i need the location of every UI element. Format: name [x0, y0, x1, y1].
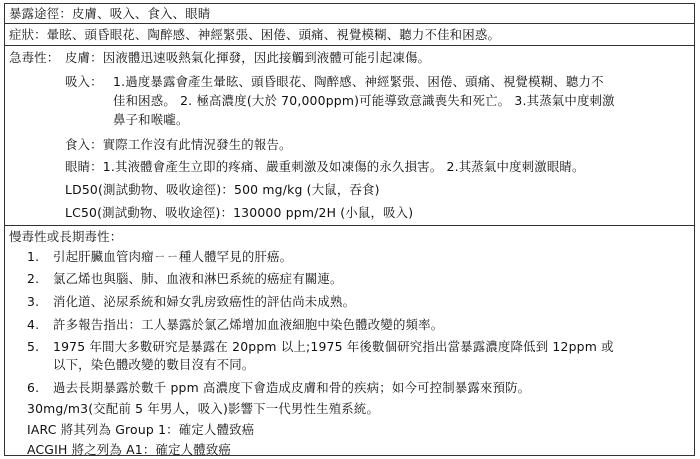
acgih-note: ACGIH 將之列為 A1：確定人體致癌	[27, 442, 232, 457]
chronic-toxicity-row	[5, 226, 694, 457]
acute-label: 急毒性：	[9, 50, 60, 65]
acute-eye-text: 眼睛：1.其液體會產生立即的疼痛、嚴重刺激及如凍傷的永久損害。 2.其蒸氣中度刺激眼睛。	[65, 159, 585, 174]
chronic-item-num: 6.	[27, 380, 40, 395]
acute-inhalation-line3: 鼻子和喉嚨。	[113, 112, 189, 127]
ld50-text: LD50(測試動物、吸收途徑)：500 mg/kg (大鼠，吞食)	[65, 182, 380, 197]
symptoms-text: 症狀：暈眩、頭昏眼花、陶醉感、神經緊張、困倦、頭痛、視覺模糊、聽力不佳和困惑。	[9, 27, 501, 42]
chronic-item-text: 氯乙烯也與腦、肺、血液和淋巴系統的癌症有關連。	[53, 271, 343, 286]
acute-inhalation-label: 吸入：	[65, 74, 103, 89]
exposure-text: 暴露途徑：皮膚、吸入、食入、眼睛	[9, 6, 211, 21]
iarc-note: IARC 將其列為 Group 1：確定人體致癌	[27, 422, 255, 437]
chronic-item-num: 4.	[27, 317, 40, 332]
chronic-item-num: 3.	[27, 294, 40, 309]
symptoms-row	[5, 24, 694, 46]
chronic-item-text: 消化道、泌尿系統和婦女乳房致癌性的評估尚未成熟。	[53, 294, 356, 309]
chronic-item-num: 1.	[27, 249, 40, 264]
chronic-item-text-cont: 以下，染色體改變的數目沒有不同。	[53, 357, 255, 372]
lc50-text: LC50(測試動物、吸收途徑)：130000 ppm/2H (小鼠，吸入)	[65, 205, 414, 220]
chronic-item-num: 2.	[27, 271, 40, 286]
chronic-heading: 慢毒性或長期毒性：	[9, 229, 123, 244]
acute-skin-text: 皮膚：因液體迅速吸熱氣化揮發，因此接觸到液體可能引起凍傷。	[65, 50, 431, 65]
chronic-item-text: 過去長期暴露於數千 ppm 高濃度下會造成皮膚和骨的疾病；如今可控制暴露來預防。	[53, 380, 531, 395]
acute-inhalation-line1: 1.過度暴露會產生暈眩、頭昏眼花、陶醉感、神經緊張、困倦、頭痛、視覺模糊、聽力不	[113, 74, 604, 89]
acute-ingestion-text: 食入：實際工作沒有此情況發生的報告。	[65, 137, 292, 152]
toxicity-table	[4, 3, 695, 456]
exposure-row	[5, 4, 694, 24]
chronic-item-text: 引起肝臟血管肉瘤ㄧㄧ種人體罕見的肝癌。	[53, 249, 293, 264]
chronic-item-text: 許多報告指出：工人暴露於氯乙烯增加血液細胞中染色體改變的頻率。	[53, 317, 444, 332]
acute-inhalation-line2: 佳和困惑。 2. 極高濃度(大於 70,000ppm)可能導致意識喪失和死亡。 3.其蒸氣中度刺激	[113, 93, 615, 108]
acute-toxicity-row	[5, 46, 694, 226]
chronic-item-text: 1975 年間大多數研究是暴露在 20ppm 以上;1975 年後數個研究指出當暴露濃度降低到 12ppm 或	[53, 339, 614, 354]
reproductive-note: 30mg/m3(交配前 5 年男人，吸入)影響下一代男性生殖系統。	[27, 401, 380, 416]
chronic-item-num: 5.	[27, 339, 40, 354]
